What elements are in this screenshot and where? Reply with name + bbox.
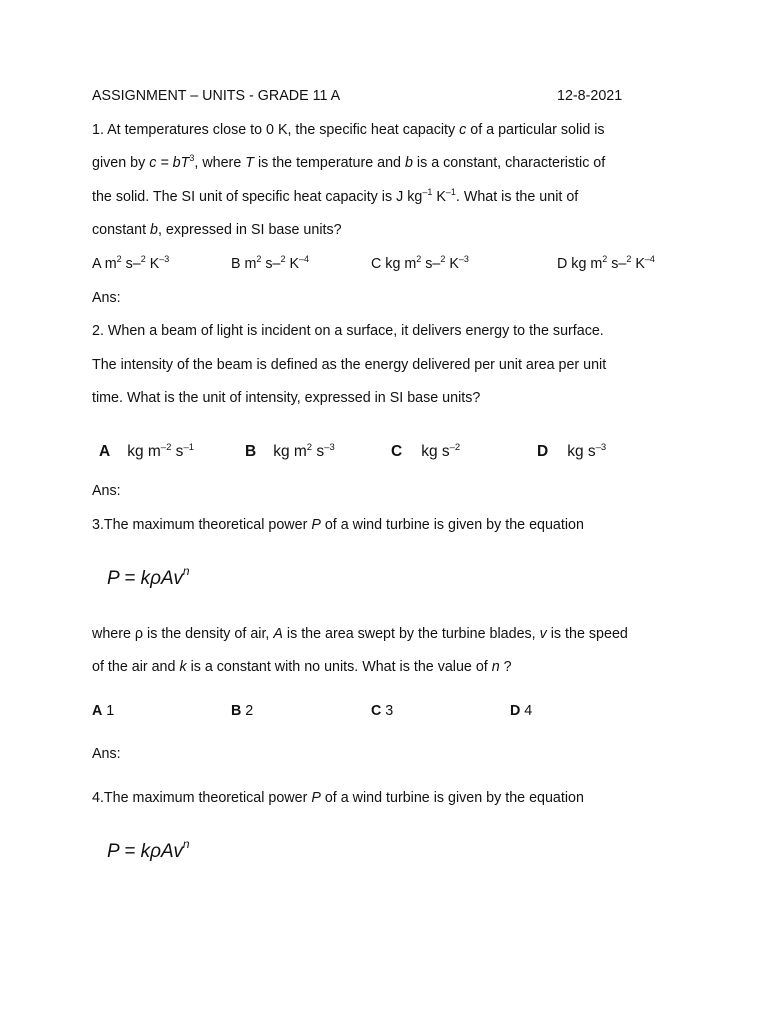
q2-line-2: The intensity of the beam is defined as the energy delivered per unit area per unit (92, 357, 607, 373)
q2-line-3: time. What is the unit of intensity, expressed in SI base units? (92, 390, 481, 406)
q1-line-3: the solid. The SI unit of specific heat capacity is J $kg^{-1}$ $K^{-1}$. What is the unit of (92, 187, 579, 205)
q2-option-b: B kg $m^2$ $s^{-3}$ (245, 442, 335, 460)
q3-option-b: B 2 (231, 703, 254, 719)
q2-line-1: 2. When a beam of light is incident on a surface, it delivers energy to the surface. (92, 323, 604, 339)
q3-line-1: 3.The maximum theoretical power P of a wind turbine is given by the equation (92, 517, 584, 533)
q3-line-3: of the air and k is a constant with no units. What is the value of n ? (92, 659, 512, 675)
q2-answer-label: Ans: (92, 483, 121, 499)
assignment-title: ASSIGNMENT – UNITS - GRADE 11 A (92, 88, 341, 104)
q1-line-4: constant b, expressed in SI base units? (92, 222, 342, 238)
q3-option-c: C 3 (371, 703, 394, 719)
q3-option-a: A 1 (92, 703, 115, 719)
q4-equation: P = kρAv$^n$ (107, 837, 190, 862)
q1-line-2: given by $c = bT^3$, where T is the temperature and b is a constant, characteristic of (92, 153, 606, 171)
q1-option-d: D kg $m^2$ s–$^2$ $K^{-4}$ (557, 254, 655, 272)
assignment-date: 12-8-2021 (557, 88, 623, 104)
q1-line-1: 1. At temperatures close to 0 K, the specific heat capacity c of a particular solid is (92, 122, 605, 138)
q1-option-b: B $m^2$ s–$^2$ $K^{-4}$ (231, 254, 310, 272)
q3-answer-label: Ans: (92, 746, 121, 762)
q3-option-d: D 4 (510, 703, 533, 719)
q3-line-2: where ρ is the density of air, A is the area swept by the turbine blades, v is the speed (92, 626, 628, 642)
q2-option-d: D kg $s^{-3}$ (537, 442, 607, 460)
q1-answer-label: Ans: (92, 290, 121, 306)
q2-option-c: C kg $s^{-2}$ (391, 442, 461, 460)
q4-line-1: 4.The maximum theoretical power P of a wind turbine is given by the equation (92, 790, 584, 806)
q3-equation: P = kρAv$^n$ (107, 564, 190, 589)
q1-option-c: C kg $m^2$ s–$^2$ $K^{-3}$ (371, 254, 469, 272)
q1-option-a: A $m^2$ s–$^2$ $K^{-3}$ (92, 254, 170, 272)
q2-option-a: A kg $m^{-2}$ $s^{-1}$ (99, 442, 195, 460)
q1-formula: c = bT (149, 155, 190, 171)
